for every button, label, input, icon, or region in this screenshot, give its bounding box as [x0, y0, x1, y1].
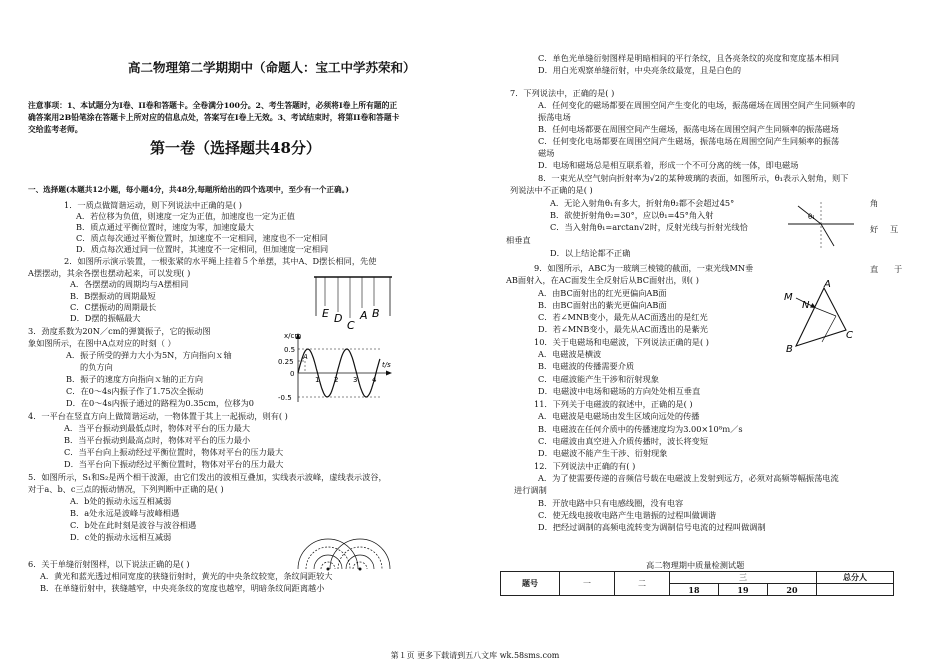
right-lines-34: A．为了使需要传递的音频信号载在电磁波上发射到远方，必须对高频等幅振荡电流 [538, 473, 839, 483]
right-lines-18: AB面射入，在AC面发生全反射后从BC面射出，则( ) [506, 275, 699, 285]
score-table [500, 571, 894, 596]
right-lines-10: 8．一束光从空气射向折射率为√2的某种玻璃的表面，如图所示，θ₁表示入射角，则下 [538, 173, 849, 183]
left-lines-29: D．c处的振动永远相互减弱 [70, 532, 172, 542]
right-lines-12: A．无论入射角θ₁有多大，折射角θ₂都不会超过45° [550, 198, 735, 208]
prism-label-a: A [824, 279, 831, 290]
left-lines-7: A摆摆动，其余各摆也摆动起来，可以发现( ) [28, 268, 191, 278]
left-lines-26: A．b处的振动永远互相减弱 [70, 496, 172, 506]
left-lines-5: D．质点每次通过同一位置时，其速度不一定相同，但加速度一定相同 [76, 244, 329, 254]
prism-label-c: C [846, 330, 853, 341]
left-lines-22: C．当平台向上振动经过平衡位置时，物体对平台的压力最大 [64, 447, 284, 457]
right-lines-1: C．单色光单缝衍射图样是明暗相间的平行条纹，且各亮条纹的亮度和宽度基本相同 [538, 53, 840, 63]
prism-figure [778, 276, 858, 356]
score-table-caption: 高二物理期中质量检测试题 [646, 560, 745, 570]
right-lines-2: D．用白光观察单缝衍射，中央亮条纹最宽，且是白色的 [538, 65, 742, 75]
vibration-graph [270, 330, 400, 412]
right-lines-28: 11．下列关于电磁波的叙述中，正确的是( ) [534, 399, 693, 409]
q9-fragment-zhi: 直 [870, 264, 879, 274]
refraction-angle-label: θ₁ [808, 213, 816, 221]
right-lines-30: B．电磁波在任何介质中的传播速度均为3.00×10⁸ｍ／s [538, 424, 743, 434]
graph-tick-0: 0 [290, 370, 295, 378]
graph-x-tick-3: 3 [353, 376, 358, 384]
right-lines-15: 相垂直 [506, 235, 531, 245]
right-lines-37: C．使无线电接收电路产生电谐振的过程叫做调谐 [538, 510, 717, 520]
left-lines-14: A．振子所受的弹力大小为5N，方向指向ｘ轴 [66, 350, 232, 360]
left-lines-4: C．质点每次通过平衡位置时，加速度不一定相同，速度也不一定相同 [76, 233, 328, 243]
score-table-total: 总分人 [817, 572, 894, 584]
q8-fragment-hu: 互 [890, 224, 899, 234]
left-lines-30: 6．关于单缝衍射图样，以下说法正确的是( ) [28, 559, 190, 569]
pendulum-label-e: E [322, 307, 329, 320]
right-lines-20: B．由BC面射出的紫光更偏向AB面 [538, 300, 667, 310]
right-lines-9: D．电场和磁场总是相互联系着，形成一个不可分离的统一体，即电磁场 [538, 160, 799, 170]
right-lines-21: C．若∠MNB变小，最先从AC面透出的是红光 [538, 312, 708, 322]
q8-fragment-hao: 好 [870, 224, 879, 234]
right-lines-11: 列说法中不正确的是( ) [510, 185, 593, 195]
score-table-col-two: 二 [615, 572, 670, 596]
left-lines-18: D．在0～4s内振子通过的路程为0.35cm，位移为0 [66, 398, 254, 408]
right-lines-6: B．任何电场都要在周围空间产生磁场，振荡电场在周围空间产生同频率的振荡磁场 [538, 124, 839, 134]
right-lines-23: 10．关于电磁场和电磁波，下列说法正确的是( ) [534, 337, 709, 347]
right-lines-14: C．当入射角θ₁=arctan√2时，反射光线与折射光线恰 [550, 222, 748, 232]
left-lines-16: B．振子的速度方向指向ｘ轴的正方向 [66, 374, 204, 384]
score-table-sub-19: 19 [719, 584, 768, 596]
pendulum-label-d: D [334, 312, 343, 325]
right-lines-35: 进行调制 [514, 485, 547, 495]
left-lines-3: B．质点通过平衡位置时，速度为零，加速度最大 [76, 222, 254, 232]
left-lines-11: D．D摆的振幅最大 [70, 313, 141, 323]
left-lines-19: 4．一平台在竖直方向上做简谐运动，一物体置于其上一起振动，则有( ) [28, 411, 288, 421]
left-lines-20: A．当平台振动到最低点时，物体对平台的压力最大 [64, 423, 251, 433]
q9-fragment-yu: 于 [894, 264, 903, 274]
left-lines-8: A．各摆摆动的周期均与A摆相同 [70, 279, 189, 289]
left-lines-31: A．黄光和蓝光透过相同宽度的狭缝衍射时，黄光的中央条纹较宽，条纹间距较大 [40, 571, 333, 581]
q8-fragment-jiao: 角 [870, 198, 879, 208]
score-table-sub-18: 18 [670, 584, 719, 596]
left-lines-28: C．b处在此时刻是波谷与波谷相遇 [70, 520, 197, 530]
notice-line-2: 确答案用2B铅笔涂在答题卡上所对应的信息点处，答案写在I卷上无效。3、考试结束时，将第II卷和答题卡 [28, 113, 400, 122]
right-lines-16: D．以上结论都不正确 [550, 248, 631, 258]
right-lines-8: 磁场 [538, 148, 555, 158]
score-table-col-three: 三 [670, 572, 817, 584]
right-lines-17: 9．如图所示，ABC为一玻璃三棱镜的截面，一束光线MN垂 [534, 263, 754, 273]
exam-title: 高二物理第二学期期中（命题人：宝工中学苏荣和） [128, 60, 416, 75]
left-lines-32: B．在单缝衍射中，狭缝越窄，中央亮条纹的宽度也越窄，明暗条纹间距离越小 [40, 583, 325, 593]
right-lines-29: A．电磁波是电磁场由发生区域向远处的传播 [538, 411, 700, 421]
notice-line-1: 注意事项：1、本试题分为I卷、II卷和答题卡。全卷满分100分。2、考生答题时，必须将I卷上所有题的正 [28, 101, 398, 110]
refraction-figure [784, 198, 858, 250]
score-table-total-cell [817, 584, 894, 596]
left-lines-13: 象如图所示，在图中A点对应的时刻（ ） [28, 338, 176, 348]
left-lines-27: B．a处永远是波峰与波峰相遇 [70, 508, 180, 518]
pendulum-label-b: B [372, 307, 380, 320]
pendulum-label-c: C [347, 319, 355, 332]
left-lines-21: B．当平台振动到最高点时，物体对平台的压力最小 [64, 435, 251, 445]
graph-x-tick-4: 4 [372, 376, 377, 384]
choice-instruction: 一、选择题(本题共12小题，每小题4分，共48分,每题所给出的四个选项中，至少有一个正确。) [28, 185, 350, 194]
right-lines-24: A．电磁波是横波 [538, 349, 602, 359]
right-lines-7: C．任何变化电场都要在周围空间产生磁场，振荡电场在周围空间产生同频率的振荡 [538, 136, 840, 146]
right-lines-19: A．由BC面射出的红光更偏向AB面 [538, 288, 667, 298]
right-lines-13: B．欲使折射角θ₂=30°，应以θ₁=45°角入射 [550, 210, 714, 220]
pendulum-label-a: A [360, 309, 368, 322]
graph-x-label: t/s [382, 361, 391, 369]
right-lines-33: 12．下列说法中正确的有( ) [534, 461, 636, 471]
prism-label-b: B [786, 344, 793, 355]
wave-interference-figure [290, 513, 400, 579]
right-column [478, 0, 950, 650]
right-lines-38: D．把经过调制的高频电流转变为调制信号电流的过程叫做调制 [538, 522, 766, 532]
left-lines-10: C．C摆振动的周期最长 [70, 302, 157, 312]
right-lines-4: A．任何变化的磁场都要在周围空间产生变化的电场，振荡磁场在周围空间产生同频率的 [538, 100, 856, 110]
left-lines-6: 2．如图所示演示装置，一根张紧的水平绳上挂着５个单摆，其中A、D摆长相同，先使 [64, 256, 377, 266]
right-lines-31: C．电磁波由真空进入介质传播时，波长将变短 [538, 436, 709, 446]
right-lines-22: D．若∠MNB变小，最先从AC面透出的是紫光 [538, 324, 708, 334]
left-lines-23: D．当平台向下振动经过平衡位置时，物体对平台的压力最大 [64, 459, 284, 469]
section-title: 第一卷（选择题共48分） [150, 139, 321, 157]
left-lines-2: A．若位移为负值，则速度一定为正值，加速度也一定为正值 [76, 211, 295, 221]
pendulum-figure [310, 272, 396, 332]
left-column [0, 0, 478, 650]
left-lines-9: B．B摆振动的周期最短 [70, 291, 156, 301]
right-lines-25: B．电磁波的传播需要介质 [538, 361, 635, 371]
right-lines-3: 7．下列说法中，正确的是( ) [510, 88, 615, 98]
score-table-topic: 题号 [501, 572, 560, 596]
graph-tick-neg05: -0.5 [278, 394, 292, 402]
score-table-sub-20: 20 [768, 584, 817, 596]
right-lines-36: B．开放电路中只有电感线圈，没有电容 [538, 498, 684, 508]
left-lines-15: 的负方向 [80, 362, 113, 372]
prism-label-n: N [802, 300, 810, 311]
prism-label-m: M [784, 292, 793, 303]
right-lines-32: D．电磁波不能产生干涉、衍射现象 [538, 448, 668, 458]
left-lines-17: C．在0～4s内振子作了1.75次全振动 [66, 386, 204, 396]
left-lines-24: 5．如图所示，S₁和S₂是两个相干波源，由它们发出的波相互叠加，实线表示波峰，虚线表示波谷， [28, 472, 387, 482]
graph-x-tick-1: 1 [315, 376, 320, 384]
right-lines-26: C．电磁波能产生干涉和衍射现象 [538, 374, 659, 384]
left-lines-25: 对于a、b、c三点的振动情况，下列判断中正确的是( ) [28, 484, 224, 494]
left-lines-1: 1．一质点做简谐运动，则下列说法中正确的是( ) [64, 200, 242, 210]
left-lines-12: 3．劲度系数为20N／cm的弹簧振子，它的振动图 [28, 326, 211, 336]
notice-line-3: 交给监考老师。 [28, 125, 83, 134]
graph-point-a: A [303, 353, 308, 361]
graph-tick-05: 0.5 [284, 346, 296, 354]
page-footer: 第１页 更多下载请到五八文库 wk.58sms.com [390, 651, 560, 660]
graph-x-tick-2: 2 [334, 376, 339, 384]
graph-tick-025: 0.25 [278, 358, 294, 366]
right-lines-5: 振荡电场 [538, 112, 571, 122]
graph-y-label: x/cm [284, 332, 302, 340]
score-table-col-one: 一 [560, 572, 615, 596]
right-lines-27: D．电磁波中电场和磁场的方向处处相互垂直 [538, 386, 701, 396]
